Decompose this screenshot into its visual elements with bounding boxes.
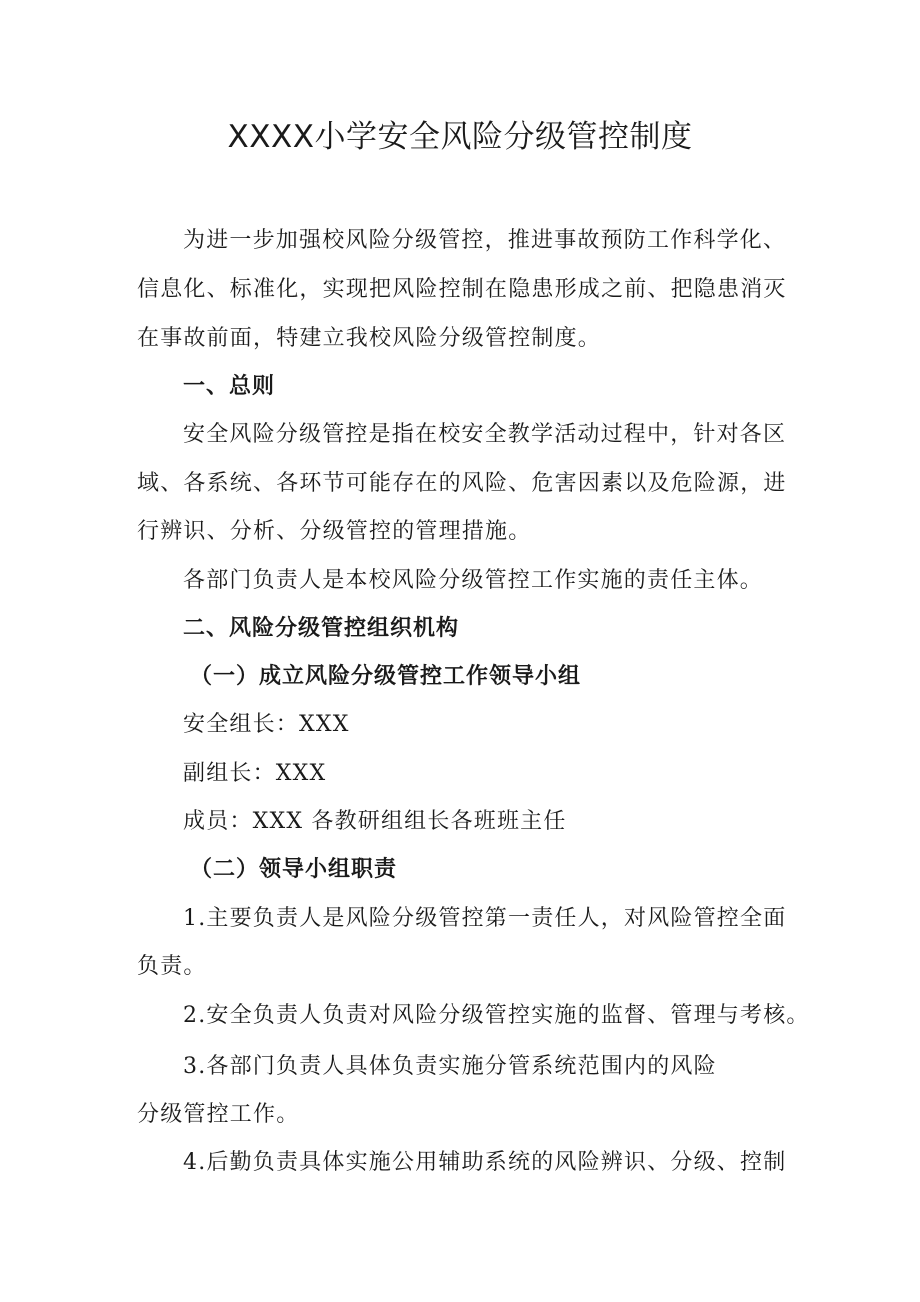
section-heading-general: 一、总则 <box>183 374 276 399</box>
subsection-heading-leading-group: （一）成立风险分级管控工作领导小组 <box>190 664 582 689</box>
group-leader: 安全组长：XXX <box>183 712 350 737</box>
general-para2: 各部门负责人是本校风险分级管控工作实施的责任主体。 <box>183 568 764 593</box>
general-para1-line-1: 安全风险分级管控是指在校安全教学活动过程中，针对各区 <box>183 422 787 447</box>
intro-line-2: 信息化、标准化，实现把风险控制在隐患形成之前、把隐患消灭 <box>137 277 787 302</box>
group-members: 成员：XXX 各教研组组长各班班主任 <box>183 809 567 834</box>
duty-item-3-line-2: 分级管控工作。 <box>137 1102 300 1127</box>
intro-line-1: 为进一步加强校风险分级管控，推进事故预防工作科学化、 <box>183 228 787 253</box>
subsection-heading-duties: （二）领导小组职责 <box>190 857 398 882</box>
duty-item-2: 2.安全负责人负责对风险分级管控实施的监督、管理与考核。 <box>183 1003 810 1028</box>
section-heading-organization: 二、风险分级管控组织机构 <box>183 616 460 641</box>
duty-item-4: 4.后勤负责具体实施公用辅助系统的风险辨识、分级、控制 <box>183 1150 787 1175</box>
general-para1-line-2: 域、各系统、各环节可能存在的风险、危害因素以及危险源，进 <box>137 471 787 496</box>
duty-item-3-line-1: 3.各部门负责人具体负责实施分管系统范围内的风险 <box>183 1054 717 1079</box>
intro-line-3: 在事故前面，特建立我校风险分级管控制度。 <box>137 326 602 351</box>
document-title: XXXX小学安全风险分级管控制度 <box>227 119 693 155</box>
general-para1-line-3: 行辨识、分析、分级管控的管理措施。 <box>137 519 532 544</box>
group-deputy: 副组长：XXX <box>183 761 327 786</box>
duty-item-1-line-2: 负责。 <box>137 954 207 979</box>
duty-item-1-line-1: 1.主要负责人是风险分级管控第一责任人，对风险管控全面 <box>183 906 787 931</box>
